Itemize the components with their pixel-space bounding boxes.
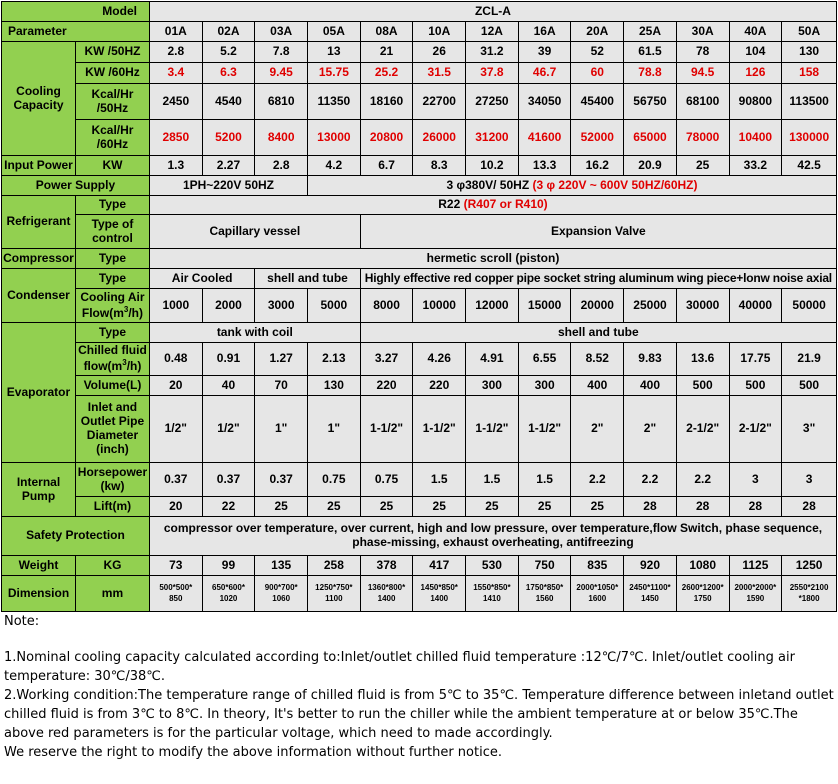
kcal60-label: Kcal/Hr /60Hz (75, 120, 149, 156)
evaporator-type-b: shell and tube (360, 323, 836, 343)
pump-hp-cell: 2.2 (624, 463, 677, 497)
chilled-flow-label (75, 343, 149, 376)
dimension-cell (518, 576, 571, 612)
pump-hp-cell: 1.5 (466, 463, 519, 497)
air-flow-cell: 2000 (202, 289, 255, 323)
weight-cell: 378 (360, 556, 413, 576)
chilled-flow-cell: 2.13 (308, 343, 361, 376)
input-power-cell: 10.2 (466, 156, 519, 176)
dimension-line: 1060 (272, 593, 291, 603)
kcal60-cell: 130000 (782, 120, 837, 156)
pump-lift-cell: 25 (308, 497, 361, 517)
pump-lift-cell: 28 (729, 497, 782, 517)
dimension-cell (571, 576, 624, 612)
dimension-unit: mm (75, 576, 149, 612)
dimension-cell (360, 576, 413, 612)
cooling-air-flow-row (2, 289, 837, 323)
pump-hp-cell: 1.5 (518, 463, 571, 497)
model-cell: 02A (202, 22, 255, 42)
pump-hp-label: Horsepower (kw) (75, 463, 149, 497)
kcal50-label: Kcal/Hr /50Hz (75, 84, 149, 120)
kcal60-cell: 26000 (413, 120, 466, 156)
chilled-flow-cell: 1.27 (255, 343, 308, 376)
condenser-label: Condenser (2, 269, 76, 323)
dimension-cell (676, 576, 729, 612)
input-power-cell: 13.3 (518, 156, 571, 176)
dimension-line: 2000*2000* (734, 583, 777, 593)
chilled-flow-cell: 17.75 (729, 343, 782, 376)
pump-hp-cell: 0.75 (360, 463, 413, 497)
chilled-flow-cell: 4.91 (466, 343, 519, 376)
spec-table (1, 1, 837, 612)
notes-section (0, 612, 838, 762)
air-flow-cell: 3000 (255, 289, 308, 323)
dimension-cell (149, 576, 202, 612)
input-power-cell: 6.7 (360, 156, 413, 176)
dimension-line: 1450 (641, 593, 659, 603)
pump-hp-cell: 3 (729, 463, 782, 497)
condenser-type-a: Air Cooled (149, 269, 254, 289)
kcal60-row (2, 120, 837, 156)
dimension-line: 500*500* (159, 583, 193, 593)
note-1: 1.Nominal cooling capacity calculated according to:Inlet/outlet chilled fluid temperature :12℃/7℃. Inlet/outlet cooling air temperature: 30℃/38℃. (4, 650, 795, 684)
dimension-cell (202, 576, 255, 612)
note-2: 2.Working condition:The temperature range of chilled fluid is from 5℃ to 35℃. Temperature difference between inletand outlet chilled fluid is from 3℃ to 8℃. In theory, It's better to run the chiller while the ambient temperature at or below 35℃.The above red parameters is for the particular voltage, which need to made accordingly. (4, 688, 834, 741)
model-cell: 40A (729, 22, 782, 42)
input-power-cell: 33.2 (729, 156, 782, 176)
dimension-line: 2550*2100 (789, 583, 829, 593)
input-power-cell: 1.3 (149, 156, 202, 176)
pump-lift-label: Lift(m) (75, 497, 149, 517)
dimension-line: 650*600* (212, 583, 245, 593)
kcal50-cell: 18160 (360, 84, 413, 120)
pump-hp-cell: 0.75 (308, 463, 361, 497)
dimension-line: 1750*850* (525, 583, 564, 593)
kw60-cell: 9.45 (255, 63, 308, 84)
kw60-cell: 158 (782, 63, 837, 84)
kcal50-cell: 11350 (308, 84, 361, 120)
compressor-label: Compressor (2, 249, 76, 269)
safety-label: Safety Protection (2, 517, 150, 556)
refrigerant-type-row (2, 196, 837, 215)
kw50-cell: 52 (571, 42, 624, 63)
input-power-cell: 16.2 (571, 156, 624, 176)
kcal60-cell: 65000 (624, 120, 677, 156)
weight-cell: 73 (149, 556, 202, 576)
weight-cell: 530 (466, 556, 519, 576)
air-flow-cell: 5000 (308, 289, 361, 323)
dimension-line: 1100 (325, 593, 343, 603)
kw60-cell: 94.5 (676, 63, 729, 84)
pump-lift-cell: 25 (255, 497, 308, 517)
pump-lift-cell: 20 (149, 497, 202, 517)
weight-cell: 417 (413, 556, 466, 576)
model-cell: 20A (571, 22, 624, 42)
chilled-flow-cell: 21.9 (782, 343, 837, 376)
model-cell: 03A (255, 22, 308, 42)
internal-pump-label: Internal Pump (2, 463, 76, 517)
volume-cell: 500 (782, 376, 837, 396)
series-name: ZCL-A (149, 2, 836, 22)
pipe-diameter-cell: 2-1/2" (676, 396, 729, 463)
refrigerant-alt: (R407 or R410) (463, 197, 548, 212)
air-flow-cell: 15000 (518, 289, 571, 323)
kw50-label: KW /50HZ (75, 42, 149, 63)
dimension-line: 900*700* (264, 583, 298, 593)
models-row (2, 22, 837, 42)
pipe-diameter-cell: 2-1/2" (729, 396, 782, 463)
refrigerant-type-label: Type (75, 196, 149, 215)
evaporator-type-label: Type (75, 323, 149, 343)
evaporator-type-a: tank with coil (149, 323, 360, 343)
kw50-cell: 2.8 (149, 42, 202, 63)
air-flow-cell: 40000 (729, 289, 782, 323)
pipe-diameter-cell: 1-1/2" (360, 396, 413, 463)
condenser-type-b: shell and tube (255, 269, 360, 289)
weight-cell: 1250 (782, 556, 837, 576)
kw50-cell: 39 (518, 42, 571, 63)
pipe-diameter-label: Inlet and Outlet Pipe Diameter (inch) (75, 396, 149, 463)
dimension-line: 2600*1200* (681, 583, 724, 593)
chilled-flow-text: Chilled fluid flow(m (78, 343, 147, 373)
kw50-cell: 13 (308, 42, 361, 63)
weight-unit: KG (75, 556, 149, 576)
cooling-air-flow-tail: /h) (128, 305, 144, 320)
kcal50-cell: 68100 (676, 84, 729, 120)
kw60-label: KW /60Hz (75, 63, 149, 84)
dimension-line: 1400 (430, 593, 449, 603)
chilled-flow-cell: 4.26 (413, 343, 466, 376)
notes-title: Note: (4, 614, 40, 629)
kcal50-cell: 22700 (413, 84, 466, 120)
power-supply-single: 1PH~220V 50HZ (149, 176, 307, 196)
kw50-cell: 21 (360, 42, 413, 63)
air-flow-cell: 25000 (624, 289, 677, 323)
chilled-flow-cell: 8.52 (571, 343, 624, 376)
volume-cell: 500 (729, 376, 782, 396)
kcal60-cell: 78000 (676, 120, 729, 156)
kcal60-cell: 2850 (149, 120, 202, 156)
chilled-flow-cell: 13.6 (676, 343, 729, 376)
kw50-cell: 31.2 (466, 42, 519, 63)
dimension-cell (413, 576, 466, 612)
input-power-cell: 42.5 (782, 156, 837, 176)
air-flow-cell: 8000 (360, 289, 413, 323)
kw50-cell: 104 (729, 42, 782, 63)
pump-hp-cell: 0.37 (255, 463, 308, 497)
kcal60-cell: 5200 (202, 120, 255, 156)
dimension-cell (308, 576, 361, 612)
kcal50-cell: 45400 (571, 84, 624, 120)
cooling-air-flow-text: Cooling Air Flow(m (80, 289, 145, 320)
chilled-flow-cell: 3.27 (360, 343, 413, 376)
kcal50-cell: 27250 (466, 84, 519, 120)
compressor-type-label: Type (75, 249, 149, 269)
input-power-label: Input Power (2, 156, 76, 176)
input-power-cell: 20.9 (624, 156, 677, 176)
kw60-cell: 6.3 (202, 63, 255, 84)
evaporator-label: Evaporator (2, 323, 76, 463)
chilled-flow-cell: 0.48 (149, 343, 202, 376)
dimension-line: 1600 (588, 593, 607, 603)
pump-hp-cell: 2.2 (676, 463, 729, 497)
volume-cell: 130 (308, 376, 361, 396)
kcal50-cell: 2450 (149, 84, 202, 120)
pump-hp-cell: 1.5 (413, 463, 466, 497)
dimension-line: 1360*800* (367, 583, 406, 593)
kcal50-cell: 90800 (729, 84, 782, 120)
pump-hp-cell: 0.37 (202, 463, 255, 497)
kcal50-cell: 4540 (202, 84, 255, 120)
condenser-type-c: Highly effective red copper pipe socket string aluminum wing piece+lonw noise axial (360, 269, 836, 289)
kw50-cell: 26 (413, 42, 466, 63)
pump-lift-cell: 25 (360, 497, 413, 517)
weight-cell: 750 (518, 556, 571, 576)
kw60-cell: 25.2 (360, 63, 413, 84)
volume-label: Volume(L) (75, 376, 149, 396)
dimension-line: *1800 (798, 593, 820, 603)
kcal50-cell: 56750 (624, 84, 677, 120)
chilled-flow-cell: 0.91 (202, 343, 255, 376)
air-flow-cell: 12000 (466, 289, 519, 323)
kw50-cell: 5.2 (202, 42, 255, 63)
kw50-cell: 130 (782, 42, 837, 63)
dimension-cell (782, 576, 837, 612)
dimension-line: 1450*850* (420, 583, 458, 593)
input-power-unit: KW (75, 156, 149, 176)
pump-lift-cell: 25 (413, 497, 466, 517)
model-cell: 50A (782, 22, 837, 42)
pipe-diameter-cell: 1/2" (149, 396, 202, 463)
refrigerant-main: R22 (438, 197, 461, 212)
chilled-flow-row (2, 343, 837, 376)
pipe-diameter-cell: 1-1/2" (466, 396, 519, 463)
kcal60-cell: 31200 (466, 120, 519, 156)
kw60-row (2, 63, 837, 84)
weight-cell: 835 (571, 556, 624, 576)
pipe-diameter-cell: 2" (571, 396, 624, 463)
pipe-diameter-cell: 1" (255, 396, 308, 463)
parameter-label: Parameter (2, 22, 150, 42)
pipe-diameter-cell: 1" (308, 396, 361, 463)
kw60-cell: 126 (729, 63, 782, 84)
dimension-line: 1590 (746, 593, 765, 603)
model-cell: 12A (466, 22, 519, 42)
weight-cell: 258 (308, 556, 361, 576)
dimension-line: 1020 (219, 593, 238, 603)
kcal60-cell: 13000 (308, 120, 361, 156)
dimension-line: 1400 (377, 593, 396, 603)
condenser-type-row (2, 269, 837, 289)
air-flow-cell: 30000 (676, 289, 729, 323)
model-cell: 10A (413, 22, 466, 42)
compressor-type-value: hermetic scroll (piston) (149, 249, 836, 269)
control-type-label: Type of control (75, 215, 149, 249)
model-cell: 16A (518, 22, 571, 42)
air-flow-cell: 50000 (782, 289, 837, 323)
input-power-cell: 2.27 (202, 156, 255, 176)
volume-cell: 400 (624, 376, 677, 396)
volume-cell: 300 (518, 376, 571, 396)
pipe-diameter-cell: 1-1/2" (518, 396, 571, 463)
pump-lift-cell: 25 (518, 497, 571, 517)
weight-cell: 920 (624, 556, 677, 576)
weight-label: Weight (2, 556, 76, 576)
kw60-cell: 15.75 (308, 63, 361, 84)
kcal60-cell: 10400 (729, 120, 782, 156)
dimension-line: 2000*1050* (576, 583, 619, 593)
air-flow-cell: 20000 (571, 289, 624, 323)
kw60-cell: 37.8 (466, 63, 519, 84)
kw60-cell: 78.8 (624, 63, 677, 84)
kcal60-cell: 8400 (255, 120, 308, 156)
dimension-line: 1250*750* (315, 583, 353, 593)
chilled-flow-cell: 9.83 (624, 343, 677, 376)
dimension-cell (624, 576, 677, 612)
model-cell: 30A (676, 22, 729, 42)
power-supply-three-main: 3 φ380V/ 50HZ (446, 177, 530, 192)
dimension-line: 1410 (483, 593, 501, 603)
evaporator-type-row (2, 323, 837, 343)
input-power-cell: 4.2 (308, 156, 361, 176)
dimension-line: 850 (169, 593, 183, 603)
kw50-cell: 78 (676, 42, 729, 63)
volume-cell: 40 (202, 376, 255, 396)
pump-lift-cell: 25 (466, 497, 519, 517)
dimension-line: 1560 (535, 593, 554, 603)
weight-cell: 99 (202, 556, 255, 576)
volume-cell: 500 (676, 376, 729, 396)
volume-cell: 220 (413, 376, 466, 396)
note-3: We reserve the right to modify the above information without further notice. (4, 745, 502, 760)
pump-hp-row (2, 463, 837, 497)
cooling-capacity-label: Cooling Capacity (2, 42, 76, 156)
control-type-b: Expansion Valve (360, 215, 836, 249)
refrigerant-type-value (149, 196, 836, 215)
kcal50-cell: 6810 (255, 84, 308, 120)
kcal60-cell: 20800 (360, 120, 413, 156)
input-power-cell: 2.8 (255, 156, 308, 176)
air-flow-cell: 1000 (149, 289, 202, 323)
volume-cell: 400 (571, 376, 624, 396)
dimension-line: 1550*850* (473, 583, 511, 593)
chilled-flow-tail: /h) (126, 359, 142, 373)
chilled-flow-sup: 3 (122, 358, 127, 367)
pipe-diameter-cell: 3" (782, 396, 837, 463)
weight-cell: 135 (255, 556, 308, 576)
kcal50-cell: 113500 (782, 84, 837, 120)
kw60-cell: 31.5 (413, 63, 466, 84)
dimension-cell (466, 576, 519, 612)
pump-lift-cell: 28 (782, 497, 837, 517)
pump-hp-cell: 0.37 (149, 463, 202, 497)
kw60-cell: 46.7 (518, 63, 571, 84)
refrigerant-label: Refrigerant (2, 196, 76, 249)
condenser-type-label: Type (75, 269, 149, 289)
pipe-diameter-cell: 2" (624, 396, 677, 463)
power-supply-three (308, 176, 837, 196)
power-supply-three-alt: (3 φ 220V ~ 600V 50HZ/60HZ) (532, 177, 698, 192)
cooling-air-flow-sup: 3 (123, 304, 129, 314)
power-supply-label: Power Supply (2, 176, 150, 196)
model-cell: 01A (149, 22, 202, 42)
dimension-row (2, 576, 837, 612)
model-cell: 05A (308, 22, 361, 42)
pipe-diameter-cell: 1/2" (202, 396, 255, 463)
model-cell: 08A (360, 22, 413, 42)
volume-cell: 220 (360, 376, 413, 396)
dimension-line: 1750 (693, 593, 712, 603)
dimension-label: Dimension (2, 576, 76, 612)
kw60-cell: 3.4 (149, 63, 202, 84)
pump-lift-cell: 28 (624, 497, 677, 517)
power-supply-row (2, 176, 837, 196)
input-power-cell: 8.3 (413, 156, 466, 176)
input-power-cell: 25 (676, 156, 729, 176)
model-label: Model (2, 2, 150, 22)
pipe-diameter-row (2, 396, 837, 463)
dimension-cell (729, 576, 782, 612)
kcal60-cell: 52000 (571, 120, 624, 156)
pump-hp-cell: 3 (782, 463, 837, 497)
volume-cell: 70 (255, 376, 308, 396)
weight-cell: 1125 (729, 556, 782, 576)
pipe-diameter-cell: 1-1/2" (413, 396, 466, 463)
safety-row (2, 517, 837, 556)
kw50-cell: 7.8 (255, 42, 308, 63)
air-flow-cell: 10000 (413, 289, 466, 323)
pump-lift-cell: 28 (676, 497, 729, 517)
kw60-cell: 60 (571, 63, 624, 84)
pump-lift-row (2, 497, 837, 517)
pump-lift-cell: 25 (571, 497, 624, 517)
input-power-row (2, 156, 837, 176)
dimension-cell (255, 576, 308, 612)
kcal50-row (2, 84, 837, 120)
kcal60-cell: 41600 (518, 120, 571, 156)
safety-text: compressor over temperature, over current, high and low pressure, over temperature,flow Switch, phase sequence, phase-missing, exhaust overheating, antifreezing (149, 517, 836, 556)
dimension-line: 2450*1100* (629, 583, 671, 593)
kw50-cell: 61.5 (624, 42, 677, 63)
pump-lift-cell: 22 (202, 497, 255, 517)
model-cell: 25A (624, 22, 677, 42)
pump-hp-cell: 2.2 (571, 463, 624, 497)
weight-row (2, 556, 837, 576)
kcal50-cell: 34050 (518, 84, 571, 120)
compressor-row (2, 249, 837, 269)
refrigerant-control-row (2, 215, 837, 249)
weight-cell: 1080 (676, 556, 729, 576)
volume-cell: 300 (466, 376, 519, 396)
volume-row (2, 376, 837, 396)
kw50-row (2, 42, 837, 63)
cooling-air-flow-label (75, 289, 149, 323)
control-type-a: Capillary vessel (149, 215, 360, 249)
volume-cell: 20 (149, 376, 202, 396)
chilled-flow-cell: 6.55 (518, 343, 571, 376)
